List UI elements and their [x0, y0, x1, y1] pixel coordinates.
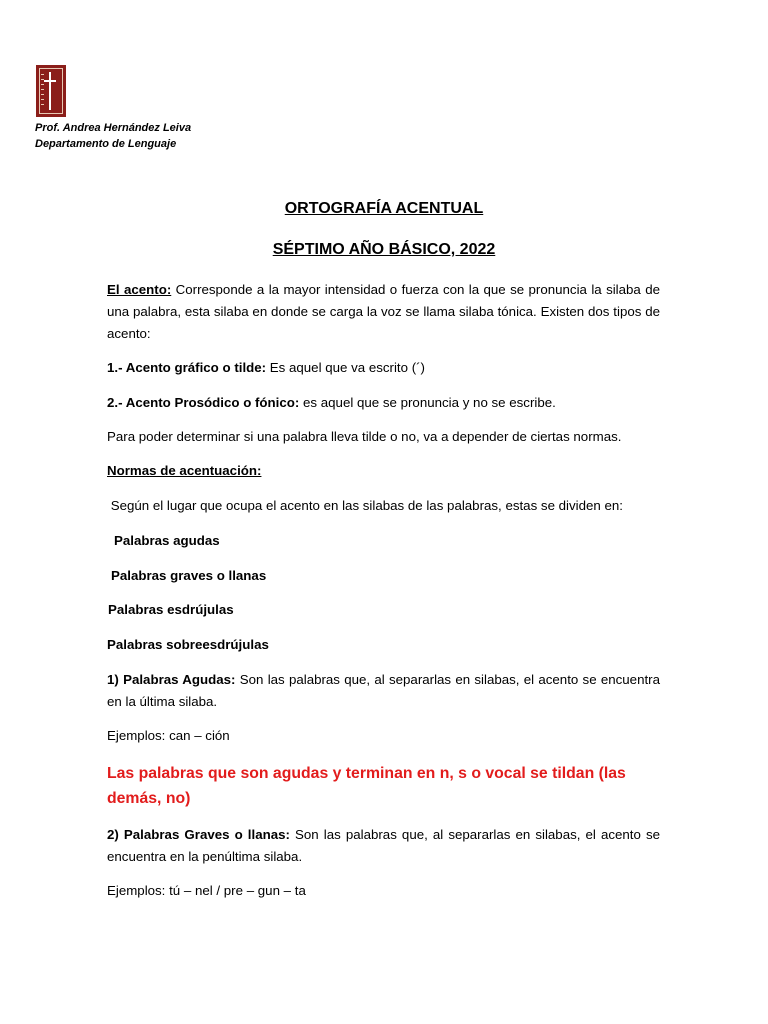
word-type-agudas: Palabras agudas	[114, 533, 220, 548]
accent-type-2	[107, 392, 660, 414]
agudas-text: Son las palabras que, al separarlas en silabas, el acento se encuentra en la última silaba.	[107, 672, 660, 709]
graves-label: 2) Palabras Graves o llanas:	[107, 827, 290, 842]
accent-type-2-label: 2.- Acento Prosódico o fónico:	[107, 395, 300, 410]
agudas-examples: Ejemplos: can – ción	[107, 728, 230, 743]
author-name: Prof. Andrea Hernández Leiva	[35, 122, 192, 134]
author-block	[35, 120, 191, 152]
classification-intro: Según el lugar que ocupa el acento en las silabas de las palabras, estas se dividen en:	[107, 498, 623, 513]
accent-type-2-text: es aquel que se pronuncia y no se escribe.	[299, 395, 556, 410]
graves-text: Son las palabras que, al separarlas en silabas, el acento se encuentra en la penúltima silaba.	[107, 827, 660, 864]
word-type-sobreesdrujulas: Palabras sobreesdrújulas	[107, 637, 269, 652]
rules-heading-text: Normas de acentuación:	[107, 463, 262, 478]
word-type-graves: Palabras graves o llanas	[111, 568, 267, 583]
agudas-rule: Las palabras que son agudas y terminan en n, s o vocal se tildan (las demás, no)	[107, 765, 626, 807]
document-subtitle: SÉPTIMO AÑO BÁSICO, 2022	[272, 241, 496, 258]
agudas-definition	[107, 669, 660, 713]
accent-type-1-label: 1.- Acento gráfico o tilde:	[107, 360, 267, 375]
accent-definition-text: Corresponde a la mayor intensidad o fuerza con la que se pronuncia la silaba de una palabra, esta silaba en donde se carga la voz se llama silaba tónica. Existen dos tipos de acento:	[107, 282, 660, 341]
department-name: Departamento de Lenguaje	[35, 138, 177, 150]
accent-type-1-text: Es aquel que va escrito (´)	[266, 360, 425, 375]
accent-type-1	[107, 357, 660, 379]
agudas-label: 1) Palabras Agudas:	[107, 672, 236, 687]
rules-heading	[107, 460, 660, 482]
graves-examples: Ejemplos: tú – nel / pre – gun – ta	[107, 883, 306, 898]
word-type-esdrujulas: Palabras esdrújulas	[108, 602, 234, 617]
document-title: ORTOGRAFÍA ACENTUAL	[284, 200, 484, 217]
accent-definition	[107, 279, 660, 345]
school-logo	[36, 65, 66, 117]
accent-definition-label: El acento:	[107, 282, 172, 297]
rules-intro: Para poder determinar si una palabra lleva tilde o no, va a depender de ciertas normas.	[107, 429, 622, 444]
graves-definition	[107, 824, 660, 868]
